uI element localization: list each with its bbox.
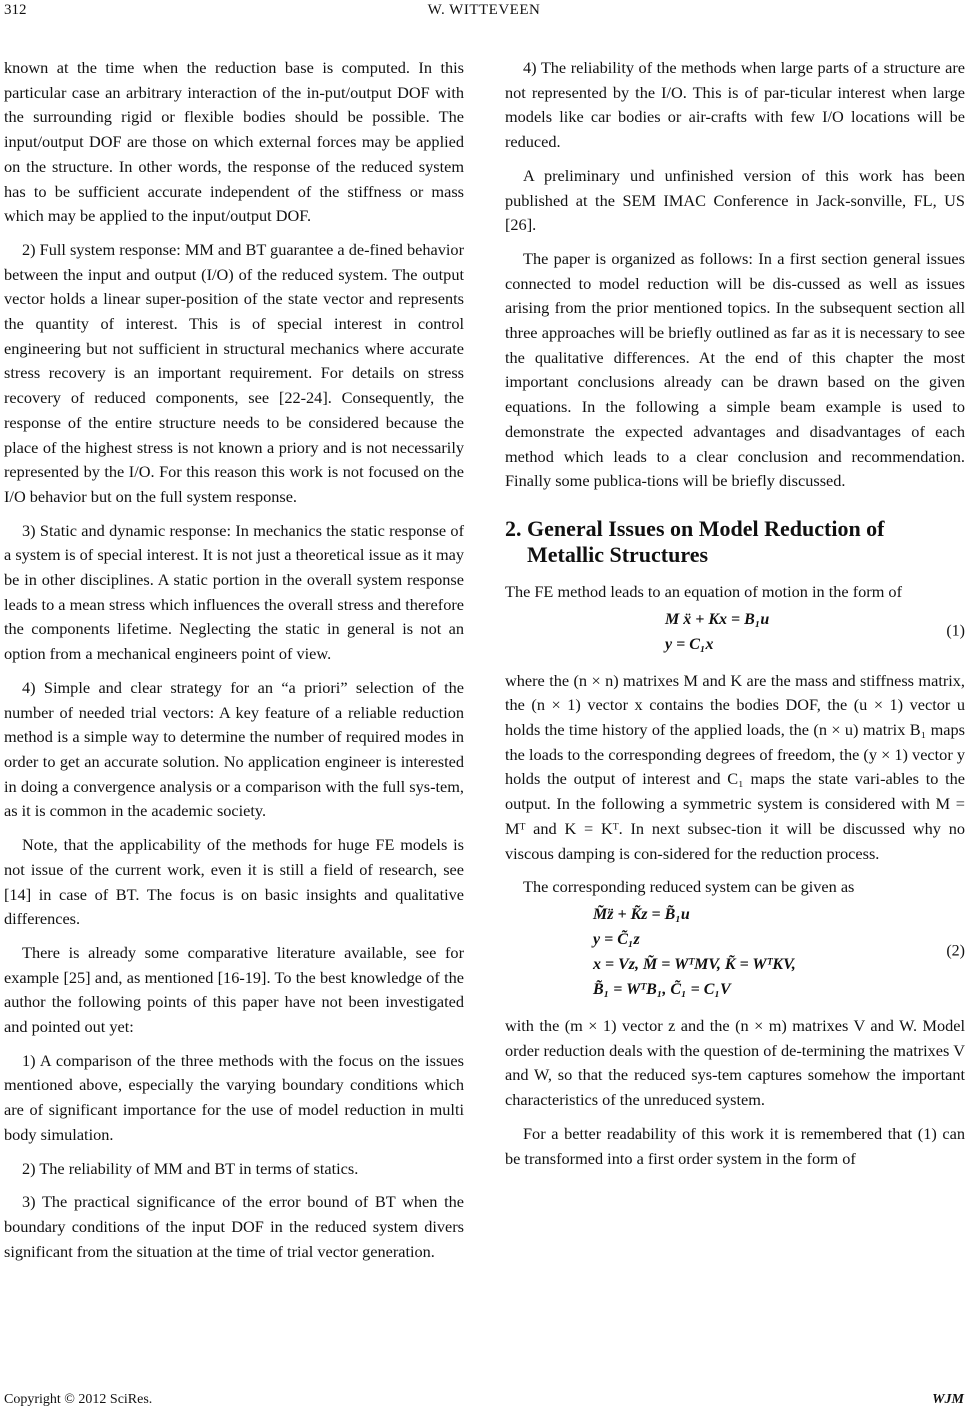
equation-number: (1)	[946, 622, 965, 640]
right-column	[505, 56, 965, 1180]
paragraph: 3) The practical significance of the error bound of BT when the boundary conditions of the input DOF in the reduced system divers significant from the situation at the time of trial vector generation.	[4, 1192, 464, 1261]
paragraph: with the (m × 1) vector z and the (n × m) matrixes V and W. Model order reduction deals with the question of de-termining the matrixes V and W, so that the reduced sys-tem captures somehow the important characteristics of the unreduced system.	[505, 1015, 965, 1110]
equation-1	[505, 607, 965, 657]
paragraph: Note, that the applicability of the methods for huge FE models is not issue of the current work, even it is still a field of research, see [14] in case of BT. The focus is on basic insights and qualitative differences.	[4, 835, 464, 929]
equation-line: x = Vz, M̃ = WᵀMV, K̃ = WᵀKV,	[593, 955, 796, 973]
paragraph: There is already some comparative literature available, see for example [25] and, as mentioned [16-19]. To the best knowledge of the author the following points of this paper have not been investigated and pointed out yet:	[4, 942, 464, 1037]
equation-line: y = C̃₁z	[593, 930, 640, 948]
paragraph: 1) A comparison of the three methods with the focus on the issues mentioned above, especially the varying boundary conditions which are of significant importance for the use of model reduction in multi body simulation.	[4, 1050, 464, 1144]
left-column	[4, 56, 464, 1273]
equation-line: B̃₁ = WᵀB₁, C̃₁ = C₁V	[593, 980, 731, 998]
paragraph: The paper is organized as follows: In a first section general issues connected to model reduction will be dis-cussed as well as issues arising from the prior mentioned topics. In the subsequent section all three approaches will be briefly outlined as far as it is necessary to see the qualitative differences. At the end of this chapter the most important conclusions already can be drawn based on the given equations. In the following a simple beam example is used to demonstrate the expected advantages and disadvantages of each method which leads to a clear conclusion and recommendation. Finally some publica-tions will be briefly discussed.	[505, 248, 965, 491]
paragraph: 4) Simple and clear strategy for an “a priori” selection of the number of needed trial vectors: A key feature of a reliable reduction method is a simple way to determine the number of required modes in order to get an accurate solution. No application engineer is interested in doing a convergence analysis or a comparison with the full sys-tem, as it is common in the academic society.	[4, 677, 464, 821]
paragraph: 3) Static and dynamic response: In mechanics the static response of a system is of special interest. It is not just a theoretical issue as it may be in other disciplines. A static portion in the overall system response leads to a mean stress which influences the overall stress and therefore the components lifetime. Neglecting the static in general is not an option from a mechanical engineers point of view.	[4, 520, 464, 664]
paragraph: 2) The reliability of MM and BT in terms of statics.	[22, 1158, 359, 1178]
paragraph: 4) The reliability of the methods when large parts of a structure are not represented by the I/O. This is of par-ticular interest when large models like car bodies or air-crafts with few I/O locations will be reduced.	[505, 58, 965, 152]
copyright-notice: Copyright © 2012 SciRes.	[4, 1392, 153, 1407]
page-header	[0, 0, 968, 24]
equation-number: (2)	[946, 942, 965, 960]
journal-abbreviation: WJM	[932, 1392, 964, 1407]
equation-2	[505, 902, 965, 1002]
paragraph: For a better readability of this work it is remembered that (1) can be transformed into a first order system in the form of	[505, 1123, 965, 1168]
equation-line: M̃z̈ + K̃z = B̃₁u	[593, 905, 690, 923]
paragraph: 2) Full system response: MM and BT guarantee a de-fined behavior between the input and output (I/O) of the reduced system. The output vector holds a linear super-position of the state vector and represents the quantity of interest. This is of special interest in control engineering but not sufficient in structural mechanics where accurate stress recovery is an important requirement. For details on stress recovery of reduced components, see [22-24]. Consequently, the response of the entire structure needs to be considered because the place of the highest stress is not known a priory and is not necessarily represented by the I/O. For this reason this work is not focused on the I/O behavior but on the full system response.	[4, 239, 464, 506]
equation-line: y = C₁x	[665, 635, 714, 653]
section-heading: 2. General Issues on Model Reduction of Metallic Structures	[505, 515, 885, 567]
equation-line: M ẍ + Kx = B₁u	[665, 610, 770, 628]
paragraph: A preliminary und unfinished version of this work has been published at the SEM IMAC Conference in Jack-sonville, FL, US [26].	[505, 165, 965, 235]
paragraph: known at the time when the reduction base is computed. In this particular case an arbitrary interaction of the in-put/output DOF with the surrounding rigid or flexible bodies should be possible. The input/output DOF are those on which external forces may be applied on the structure. In other words, the response of the reduced system has to be sufficient accurate independent of the stiffness or mass which may be applied to the input/output DOF.	[4, 58, 464, 226]
paragraph: The FE method leads to an equation of motion in the form of	[505, 581, 902, 601]
paragraph: where the (n × n) matrixes M and K are the mass and stiffness matrix, the (n × 1) vector x contains the bodies DOF, the (u × 1) vector u holds the time history of the applied loads, the (n × u) matrix B₁ maps the loads to the corresponding degrees of freedom, the (y × 1) vector y holds the output of interest and C₁ maps the state vari-ables to the output. In the following a symmetric system is considered with M = Mᵀ and K = Kᵀ. In next subsec-tion it will be discussed why no viscous damping is con-sidered for the reduction process.	[505, 670, 965, 863]
running-title: W. WITTEVEEN	[427, 2, 541, 18]
page-number: 312	[4, 2, 27, 18]
paragraph: The corresponding reduced system can be given as	[523, 877, 855, 897]
